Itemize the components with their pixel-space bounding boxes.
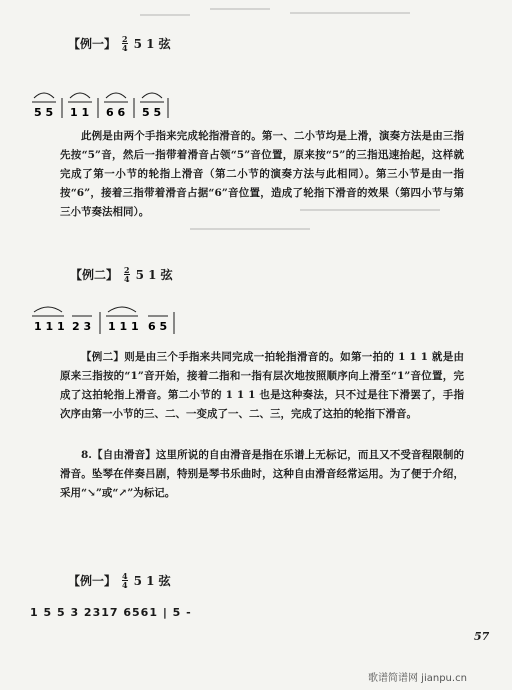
measure-1: 5 5 [34, 106, 54, 119]
paragraph-3: 8.【自由滑音】这里所说的自由滑音是指在乐谱上无标记，而且又不受音程限制的滑音。坠琴在伴奏吕剧，特别是琴书乐曲时，这种自由滑音经常运用。为了便于介绍，采用“↘”或“↗”为标记。 [60, 449, 464, 499]
example-2-time-signature: $\frac{2}{4}$ [124, 265, 130, 284]
example-3-time-signature: $\frac{4}{4}$ [122, 571, 128, 590]
site-watermark: 歌谱简谱网 jianpu.cn [368, 673, 467, 684]
slur-mark [70, 93, 90, 98]
example-3-tuning: 5 1 弦 [133, 574, 171, 588]
slur-mark [106, 93, 126, 98]
paragraph-1: 此例是由两个手指来完成轮指滑音的。第一、二小节均是上滑，演奏方法是由三指先按“5”音，然后一指带着滑音占领“5”音位置，原来按“5”的三指迅速抬起，这样就完成了第一小节的轮指上滑音（第二小节的演奏方法与此相同）。第三小节是由一指按“6”，接着三指带着滑音占据“6”音位置，造成了轮指下滑音的效果（第四小节与第三小节奏法相同）。 [60, 130, 464, 218]
slur-mark [108, 307, 136, 312]
example-2-notation [28, 300, 228, 340]
measure-3: 1 1 1 [108, 320, 139, 333]
slur-mark [34, 307, 62, 312]
example-2-label: 【例二】 [70, 268, 119, 282]
measure-3: 6 6 [106, 106, 126, 119]
example-2-heading [70, 266, 173, 283]
example-1-notation [28, 84, 228, 124]
example-1-time-signature: $\frac{2}{4}$ [122, 34, 128, 53]
slur-mark [142, 93, 162, 98]
example-1-heading [68, 35, 171, 52]
measure-4: 5 5 [142, 106, 162, 119]
example-3-notation: 1 5 5 3 2317 6561 | 5 - [30, 606, 192, 619]
example-3-label: 【例一】 [68, 574, 117, 588]
slur-mark [34, 93, 54, 98]
measure-4: 6 5 [148, 320, 168, 333]
page-number: 57 [474, 630, 490, 643]
example-1-tuning: 5 1 弦 [133, 37, 171, 51]
example-3-heading [68, 572, 171, 589]
example-1-label: 【例一】 [68, 37, 117, 51]
measure-1: 1 1 1 [34, 320, 65, 333]
measure-2: 2 3 [72, 320, 92, 333]
measure-2: 1 1 [70, 106, 90, 119]
example-2-tuning: 5 1 弦 [135, 268, 173, 282]
paragraph-2: 【例二】则是由三个手指来共同完成一拍轮指滑音的。如第一拍的 1 1 1 就是由原来三指按的“1”音开始，接着二指和一指有层次地按照顺序向上滑至“1”音位置，完成了这拍轮指上滑音。第二小节的 1 1 1 也是这种奏法，只不过是往下滑罢了，手指次序由第一小节的三、二、一变成了一、二、三，完成了这拍的轮指下滑音。 [60, 351, 464, 420]
